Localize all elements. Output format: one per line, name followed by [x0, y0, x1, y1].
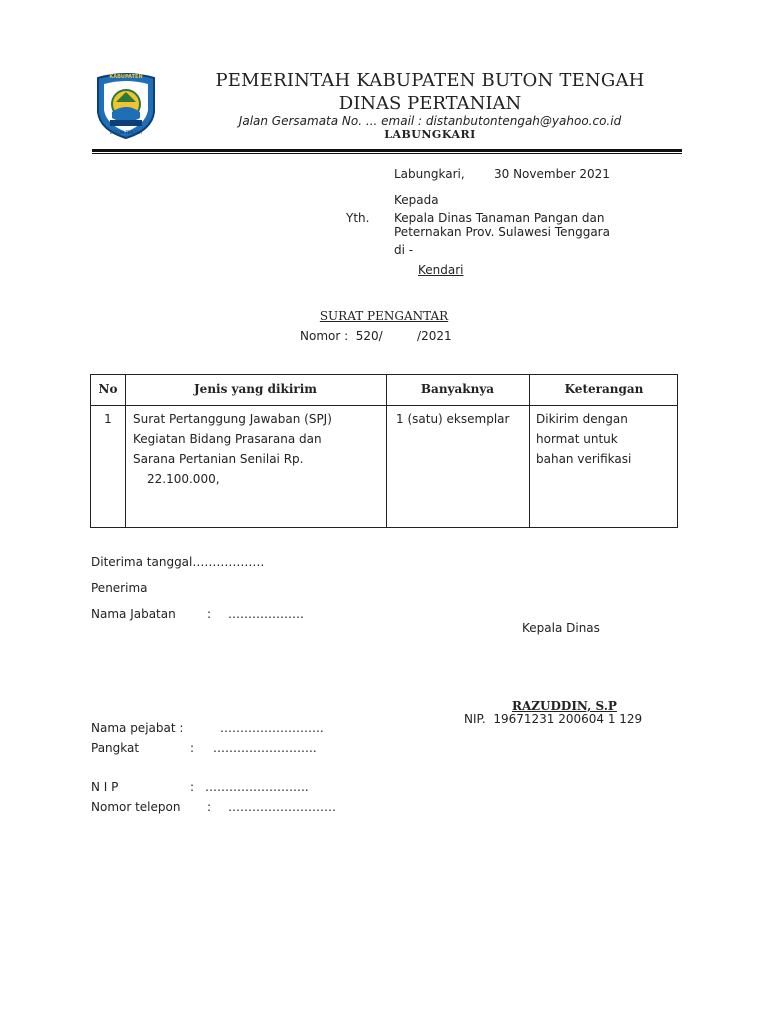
destination-city: Kendari: [418, 263, 464, 277]
col-header-no: No: [98, 382, 118, 396]
letterhead-agency: DINAS PERTANIAN: [338, 93, 522, 114]
position-label: Nama Jabatan: [91, 607, 176, 621]
letterhead-rule-thin: [92, 153, 682, 154]
position-value: ……………….: [228, 607, 304, 621]
letter-title: SURAT PENGANTAR: [319, 309, 449, 323]
yth-label: Yth.: [346, 211, 370, 225]
recipient-line1: Kepala Dinas Tanaman Pangan dan: [394, 211, 605, 225]
cell-jenis-line: Surat Pertanggung Jawaban (SPJ): [133, 412, 332, 426]
phone-value: ………………………: [228, 800, 336, 814]
col-header-banyaknya: Banyaknya: [420, 382, 495, 396]
phone-colon: :: [207, 800, 212, 814]
cell-keterangan: [536, 409, 676, 469]
col-header-jenis: Jenis yang dikirim: [194, 382, 317, 396]
logo-text-top: KABUPATEN: [109, 74, 143, 80]
rank-label: Pangkat: [91, 741, 140, 755]
signature-title: Kepala Dinas: [522, 621, 600, 635]
phone-label: Nomor telepon: [91, 800, 181, 814]
cell-keterangan-line: bahan verifikasi: [536, 452, 632, 466]
rank-colon: :: [190, 741, 195, 755]
letterhead-rule-thick: [92, 149, 682, 152]
cell-jenis-line: Sarana Pertanian Senilai Rp.: [133, 452, 304, 466]
nip-colon: :: [190, 780, 195, 794]
col-header-keterangan: Keterangan: [564, 382, 644, 396]
position-colon: :: [207, 607, 212, 621]
receiver-label: Penerima: [91, 581, 148, 595]
official-name-value: ……………………..: [220, 721, 324, 735]
logo-text-bottom: BUTON TENGAH: [109, 130, 143, 135]
letterhead-address: Jalan Gersamata No. ... email : distanbutontengah@yahoo.co.id: [238, 114, 622, 128]
nip-label: N I P: [91, 780, 119, 794]
cell-jenis-line: 22.100.000,: [147, 472, 220, 486]
letter-number: Nomor : 520/ /2021: [300, 329, 452, 343]
cell-keterangan-line: Dikirim dengan: [536, 412, 628, 426]
signature-name: RAZUDDIN, S.P: [512, 699, 617, 713]
letter-date: 30 November 2021: [494, 167, 610, 181]
nip-value: ……………………..: [205, 780, 309, 794]
di-label: di -: [394, 243, 414, 257]
to-label: Kepada: [394, 193, 439, 207]
cell-jenis: [133, 409, 383, 489]
letterhead-government: PEMERINTAH KABUPATEN BUTON TENGAH: [215, 70, 645, 91]
letter-place: Labungkari,: [394, 167, 465, 181]
rank-value: ……………………..: [213, 741, 317, 755]
cell-banyaknya: 1 (satu) eksemplar: [396, 412, 510, 426]
cell-keterangan-line: hormat untuk: [536, 432, 618, 446]
recipient-line2: Peternakan Prov. Sulawesi Tenggara: [394, 225, 610, 239]
signature-nip: NIP. 19671231 200604 1 129: [464, 712, 643, 726]
cell-jenis-line: Kegiatan Bidang Prasarana dan: [133, 432, 322, 446]
cell-no: 1: [104, 412, 112, 426]
letterhead-city: LABUNGKARI: [384, 128, 476, 141]
received-date: Diterima tanggal………………: [91, 555, 265, 569]
items-table: [90, 374, 678, 528]
official-name-label: Nama pejabat :: [91, 721, 184, 735]
